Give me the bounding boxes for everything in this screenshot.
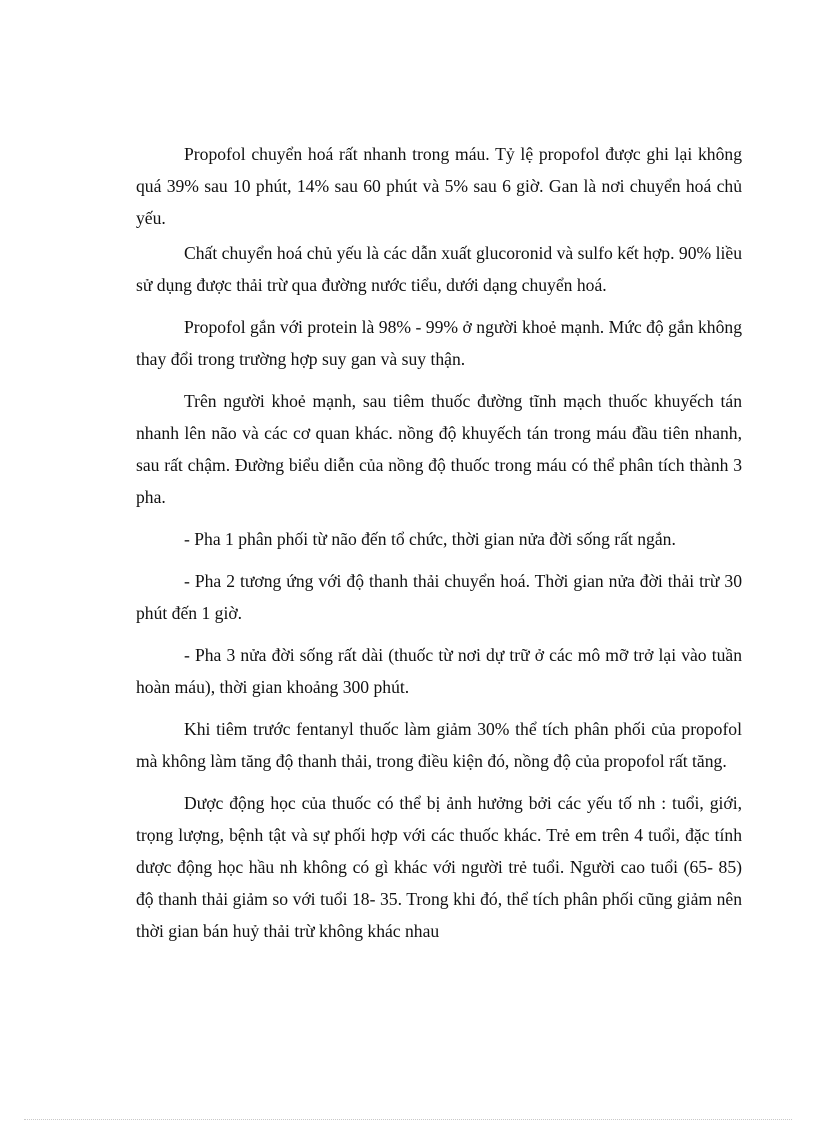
paragraph-phase-3: - Pha 3 nửa đời sống rất dài (thuốc từ nơi dự trữ ở các mô mỡ trở lại vào tuần hoàn máu), thời gian khoảng 300 phút. — [136, 645, 742, 697]
paragraph-protein-binding: Propofol gắn với protein là 98% - 99% ở người khoẻ mạnh. Mức độ gắn không thay đổi trong trường hợp suy gan và suy thận. — [136, 317, 742, 369]
paragraph-phase-2: - Pha 2 tương ứng với độ thanh thải chuyển hoá. Thời gian nửa đời thải trừ 30 phút đến 1 giờ. — [136, 571, 742, 623]
paragraph-fentanyl-interaction: Khi tiêm trước fentanyl thuốc làm giảm 30% thể tích phân phối của propofol mà không làm tăng độ thanh thải, trong điều kiện đó, nồng độ của propofol rất tăng. — [136, 719, 742, 771]
paragraph-propofol-metabolism: Propofol chuyển hoá rất nhanh trong máu. Tỷ lệ propofol được ghi lại không quá 39% sau 10 phút, 14% sau 60 phút và 5% sau 6 giờ. Gan là nơi chuyển hoá chủ yếu. — [136, 144, 742, 228]
paragraph-phase-1: - Pha 1 phân phối từ não đến tổ chức, thời gian nửa đời sống rất ngắn. — [184, 529, 676, 549]
page-bottom-divider — [24, 1119, 792, 1120]
paragraph-distribution: Trên người khoẻ mạnh, sau tiêm thuốc đường tĩnh mạch thuốc khuyếch tán nhanh lên não và các cơ quan khác. nồng độ khuyếch tán trong máu đầu tiên nhanh, sau rất chậm. Đường biểu diễn của nồng độ thuốc trong máu có thể phân tích thành 3 pha. — [136, 391, 742, 507]
paragraph-metabolites: Chất chuyển hoá chủ yếu là các dẫn xuất glucoronid và sulfo kết hợp. 90% liều sử dụng được thải trừ qua đường nước tiểu, dưới dạng chuyển hoá. — [136, 243, 742, 295]
paragraph-pharmacokinetic-factors: Dược động học của thuốc có thể bị ảnh hưởng bởi các yếu tố nh : tuổi, giới, trọng lượng, bệnh tật và sự phối hợp với các thuốc khác. Trẻ em trên 4 tuổi, đặc tính dược động học hầu nh không có gì khác với người trẻ tuổi. Người cao tuổi (65- 85) độ thanh thải giảm so với tuổi 18- 35. Trong khi đó, thể tích phân phối cũng giảm nên thời gian bán huỷ thải trừ không khác nhau — [136, 793, 742, 941]
document-body — [136, 138, 742, 947]
